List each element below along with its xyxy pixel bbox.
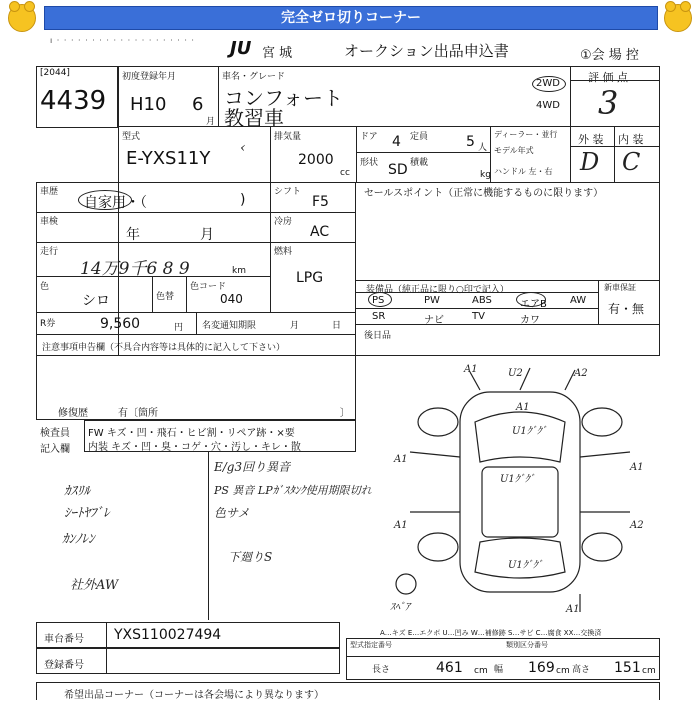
equipment-item: SR xyxy=(372,311,386,322)
color-change-label: 色替 xyxy=(156,292,175,302)
rear-right-wheel xyxy=(582,533,622,561)
front-left-wheel xyxy=(418,408,458,436)
shape-value: SD xyxy=(388,162,408,178)
bear-mascot-icon xyxy=(664,4,692,32)
history-close: ) xyxy=(240,192,246,208)
equipment-item: TV xyxy=(472,311,485,322)
exterior-label: 外 装 xyxy=(578,133,604,146)
doors-label: ドア xyxy=(360,132,378,142)
mileage-label: 走行 xyxy=(40,247,59,257)
repair-close: 〕 xyxy=(340,408,350,419)
width-value: 169 xyxy=(528,660,555,676)
first-reg-month: 6 xyxy=(192,94,204,115)
damage-mark: A1 xyxy=(630,462,644,473)
repair-label: 修復歴 xyxy=(58,408,88,419)
divider xyxy=(570,126,571,182)
note-right-4: 下廻りS xyxy=(228,550,273,564)
repair-value: 有〔箇所 xyxy=(118,408,158,419)
divider xyxy=(356,308,598,309)
divider xyxy=(356,292,598,293)
check-row-fw: FW キズ・凹・飛石・ヒビ割・リペア跡・×要 xyxy=(88,428,295,439)
length-unit: cm xyxy=(474,666,488,676)
divider xyxy=(570,66,571,128)
divider xyxy=(356,126,357,182)
model-year-label: モデル年式 xyxy=(494,146,534,155)
check-row-interior: 内装 キズ・凹・臭・コゲ・穴・汚し・キレ・散 xyxy=(88,442,301,453)
divider xyxy=(218,66,219,126)
divider xyxy=(570,80,660,81)
equipment-item: PS xyxy=(372,295,385,306)
chassis-value: YXS110027494 xyxy=(114,627,222,643)
divider xyxy=(598,280,599,324)
front-right-wheel xyxy=(582,408,622,436)
color-code-value: 040 xyxy=(220,292,243,306)
grade-label: 評 価 点 xyxy=(588,71,628,84)
grade-value: 3 xyxy=(598,84,619,122)
warranty-label: 新車保証 xyxy=(604,283,636,292)
car-name-line1: コンフォート xyxy=(224,86,343,110)
damage-mark: A1 xyxy=(394,520,408,531)
divider xyxy=(186,276,187,312)
cooling-value: AC xyxy=(310,224,330,240)
damage-mark: U1ｸﾞｸﾞ xyxy=(500,474,535,485)
notes-label: 注意事項申告欄（不具合内容等は具体的に記入して下さい） xyxy=(42,343,286,353)
exterior-value: D xyxy=(580,148,600,176)
divider xyxy=(614,126,615,182)
fuel-label: 燃料 xyxy=(274,247,293,257)
divider xyxy=(196,312,197,334)
fuel-value: LPG xyxy=(296,270,324,286)
rear-window xyxy=(475,538,565,578)
divider xyxy=(208,452,209,620)
color-label: 色 xyxy=(40,282,50,292)
displacement-value: 2000 xyxy=(298,152,334,168)
capacity-value: 5 xyxy=(466,134,475,150)
damage-mark: A2 xyxy=(630,520,644,531)
drive-2wd: 2WD xyxy=(536,78,560,89)
width-label: 幅 xyxy=(494,665,504,675)
divider xyxy=(356,280,660,281)
damage-mark: A1 xyxy=(566,604,580,615)
equipment-item: カワ xyxy=(520,315,540,326)
warranty-value: 有・無 xyxy=(608,302,645,316)
notice-label: 名変通知期限 xyxy=(202,321,257,331)
divider xyxy=(270,126,271,182)
color-code-label: 色コード xyxy=(190,282,227,292)
model-value: E-YXS11Y xyxy=(126,148,211,169)
divider xyxy=(152,276,153,312)
spare-tire xyxy=(396,574,416,594)
displacement-label: 排気量 xyxy=(274,132,302,142)
form-spec-label: 型式指定番号 xyxy=(350,641,392,649)
damage-mark: U2 xyxy=(508,368,523,379)
cc-unit: cc xyxy=(340,168,350,178)
bear-mascot-icon xyxy=(8,4,36,32)
recycle-value: 9,560 xyxy=(100,316,141,332)
registration-label: 登録番号 xyxy=(44,660,84,671)
divider xyxy=(346,656,660,657)
divider xyxy=(356,152,490,153)
notice-day: 日 xyxy=(332,321,342,331)
divider xyxy=(36,276,270,277)
damage-mark: A2 xyxy=(574,368,588,379)
inspection-year: 年 xyxy=(126,227,140,243)
inspection-label: 車検 xyxy=(40,217,59,227)
shape-label: 形状 xyxy=(360,158,379,168)
damage-mark: A1 xyxy=(516,402,530,413)
lot-number: 4439 xyxy=(40,86,107,116)
divider xyxy=(36,212,356,213)
height-value: 151 xyxy=(614,660,641,676)
windshield xyxy=(475,412,565,462)
divider xyxy=(270,182,271,312)
capacity-unit: 人 xyxy=(478,143,488,153)
note-right-3: 色サメ xyxy=(214,506,250,520)
dealer-label: ディーラー・並行 xyxy=(494,130,558,139)
damage-mark: A1 xyxy=(394,454,408,465)
cooling-label: 冷房 xyxy=(274,217,293,227)
equipment-item: エアB xyxy=(520,299,547,310)
note-right-1: E/g3回り異音 xyxy=(214,460,291,474)
ju-logo: JU xyxy=(230,38,252,59)
note-left-1: ｶｽﾘﾙ xyxy=(64,484,90,499)
rear-left-wheel xyxy=(418,533,458,561)
divider xyxy=(356,324,660,325)
car-diagram xyxy=(380,362,660,622)
check-label-2: 記入欄 xyxy=(40,444,70,455)
note-left-3: ｶﾝﾉﾚﾝ xyxy=(62,532,95,547)
capacity-label: 定員 xyxy=(410,132,429,142)
equipment-label: 装備品（純正品に限り○印で記入） xyxy=(366,285,509,295)
car-name-line2: 教習車 xyxy=(224,106,284,130)
height-label: 高さ xyxy=(572,665,591,675)
month-unit: 月 xyxy=(206,117,216,127)
divider xyxy=(36,242,356,243)
divider xyxy=(118,126,660,127)
damage-mark: A1 xyxy=(464,364,478,375)
history-value: 自家用・（ xyxy=(84,195,147,211)
car-name-label: 車名・グレード xyxy=(222,72,286,82)
diagram-legend: A…キズ E…エクボ U…凹み W…補修跡 S…サビ C…腐食 XX…交換済 xyxy=(380,629,602,637)
form-title: オークション出品申込書 xyxy=(344,42,509,60)
height-unit: cm xyxy=(642,666,656,676)
doors-value: 4 xyxy=(392,134,401,150)
loading-label: 積載 xyxy=(410,158,429,168)
note-right-2: PS 異音 LPｶﾞｽﾀﾝｸ使用期限切れ xyxy=(214,484,372,497)
divider xyxy=(490,126,491,182)
first-reg-year: H10 xyxy=(130,94,167,115)
model-mark: ‹ xyxy=(240,140,246,156)
damage-mark: U1ｸﾞｸﾞ xyxy=(508,560,543,571)
model-label: 型式 xyxy=(122,132,141,142)
first-reg-label: 初度登録年月 xyxy=(122,72,177,82)
mileage-unit: km xyxy=(232,266,246,276)
interior-label: 内 装 xyxy=(618,133,644,146)
equipment-item: PW xyxy=(424,295,440,306)
length-value: 461 xyxy=(436,660,463,676)
shift-label: シフト xyxy=(274,187,302,197)
shift-value: F5 xyxy=(312,194,329,210)
damage-mark: ｽﾍﾟｱ xyxy=(390,602,410,613)
sales-point-label: セールスポイント（正常に機能するものに限ります） xyxy=(364,188,604,199)
note-left-2: ｼｰﾄﾔﾌﾞﾚ xyxy=(64,506,110,521)
equipment-item: AW xyxy=(570,295,587,306)
ruler-dots: ı · · · · · · · · · · · · · · · · · · · · xyxy=(50,36,195,45)
history-label: 車歴 xyxy=(40,187,59,197)
wish-corner-label: 希望出品コーナー（コーナーは各会場により異なります） xyxy=(64,690,324,701)
loading-unit: kg xyxy=(480,170,491,180)
venue-copy-label: ①会 場 控 xyxy=(580,48,639,63)
equipment-item: ナビ xyxy=(424,315,444,326)
post-input-label: 後日品 xyxy=(364,331,392,341)
inspection-month: 月 xyxy=(200,227,214,243)
handle-label: ハンドル 左・右 xyxy=(494,167,553,176)
divider xyxy=(570,146,660,147)
top-banner xyxy=(0,0,700,34)
lot-code: [2044] xyxy=(40,68,70,78)
banner-title: 完全ゼロ切りコーナー xyxy=(44,6,658,30)
logo-place: 宮 城 xyxy=(262,46,293,61)
drive-4wd: 4WD xyxy=(536,100,560,111)
color-value: シロ xyxy=(82,293,110,309)
interior-value: C xyxy=(622,148,641,176)
damage-mark: U1ｸﾞｸﾞ xyxy=(512,426,547,437)
chassis-label: 車台番号 xyxy=(44,634,84,645)
recycle-label: R券 xyxy=(40,319,56,329)
check-label: 検査員 xyxy=(40,428,70,439)
width-unit: cm xyxy=(556,666,570,676)
length-label: 長さ xyxy=(372,665,391,675)
note-left-4: 社外AW xyxy=(70,578,119,593)
notice-month: 月 xyxy=(290,321,300,331)
mileage-value: 14万9千6 8 9 xyxy=(80,259,190,279)
equipment-item: ABS xyxy=(472,295,492,306)
recycle-unit: 円 xyxy=(174,323,184,333)
class-spec-label: 類別区分番号 xyxy=(506,641,548,649)
